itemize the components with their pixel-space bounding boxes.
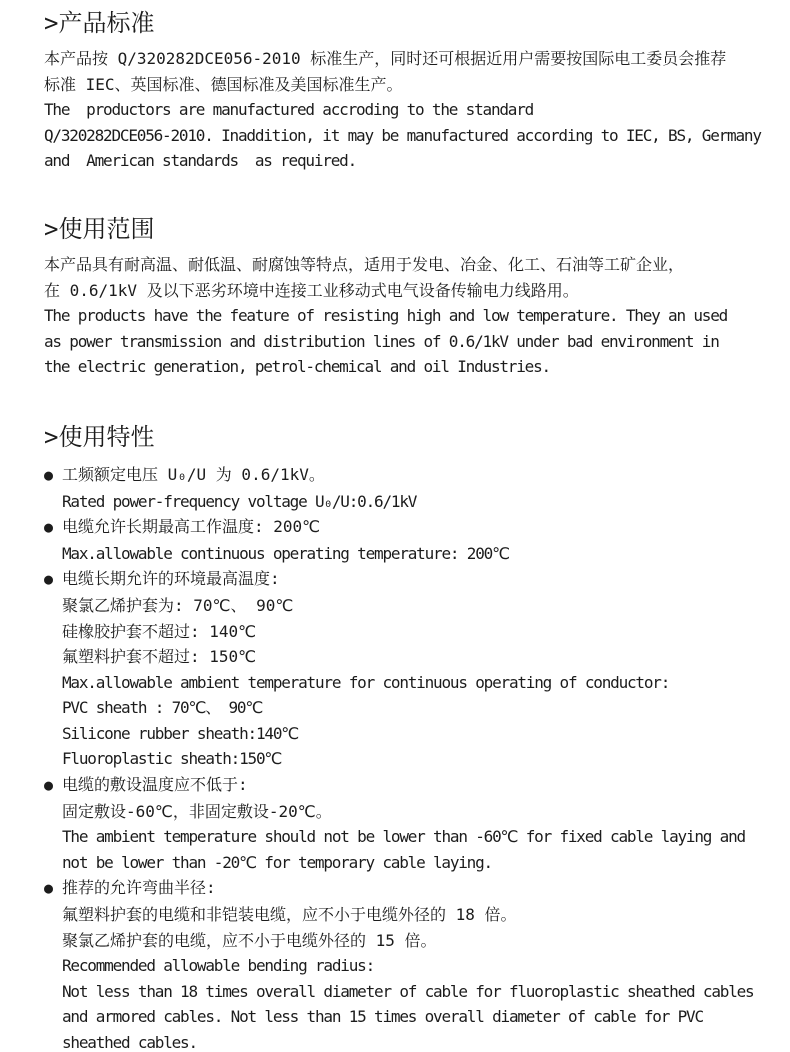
section-product-standard xyxy=(44,6,766,174)
text-line: PVC sheath : 70℃、 90℃ xyxy=(62,698,263,718)
text-line: the electric generation, petrol-chemical and oil Industries. xyxy=(44,357,550,377)
section-heading-usage-scope: >使用范围 xyxy=(44,214,155,243)
text-line: The products have the feature of resisting high and low temperature. They an used xyxy=(44,306,728,326)
text-line: as power transmission and distribution lines of 0.6/1kV under bad environment in xyxy=(44,331,719,351)
text-line: Max.allowable ambient temperature for continuous operating of conductor: xyxy=(62,672,670,692)
section-usage-scope xyxy=(44,212,766,380)
text-line: not be lower than -20℃ for temporary cable laying. xyxy=(62,852,492,872)
text-line: 本产品具有耐高温、耐低温、耐腐蚀等特点，适用于发电、冶金、化工、石油等工矿企业， xyxy=(44,254,685,274)
bullet-icon: ● xyxy=(44,570,54,589)
text-line: 氟塑料护套不超过: 150℃ xyxy=(62,647,257,667)
bullet-item-max-operating-temperature xyxy=(44,514,766,541)
text-line: 在 0.6/1kV 及以下恶劣环境中连接工业移动式电气设备传输电力线路用。 xyxy=(44,280,579,300)
text-line: The productors are manufactured accroding to the standard xyxy=(44,100,534,120)
text-line: Q/320282DCE056-2010. Inaddition, it may be manufactured according to IEC, BS, Germany xyxy=(44,125,761,145)
text-line: Fluoroplastic sheath:150℃ xyxy=(62,749,282,769)
text-line: and armored cables. Not less than 15 times overall diameter of cable for PVC xyxy=(62,1007,703,1027)
text-line: and American standards as required. xyxy=(44,151,357,171)
text-line: 硅橡胶护套不超过: 140℃ xyxy=(62,621,257,641)
bullet-item-max-ambient-temperature xyxy=(44,566,766,593)
bullet-title: 电缆长期允许的环境最高温度: xyxy=(62,569,280,589)
section-heading-usage-characteristics: >使用特性 xyxy=(44,422,155,451)
text-line: 本产品按 Q/320282DCE056-2010 标准生产，同时还可根据近用户需要按国际电工委员会推荐 xyxy=(44,49,727,68)
paragraph-usage-scope xyxy=(44,252,766,380)
bullet-item-rated-voltage xyxy=(44,462,766,489)
text-line: 氟塑料护套的电缆和非铠装电缆，应不小于电缆外径的 18 倍。 xyxy=(62,905,517,925)
bullet-title: 工频额定电压 U₀/U 为 0.6/1kV。 xyxy=(62,464,325,484)
characteristics-list xyxy=(44,462,766,1052)
text-line: Not less than 18 times overall diameter of cable for fluoroplastic sheathed cables xyxy=(62,981,754,1001)
paragraph-product-standard xyxy=(44,46,766,174)
bullet-item-bending-radius xyxy=(44,875,766,902)
bullet-icon: ● xyxy=(44,776,54,795)
section-usage-characteristics xyxy=(44,420,766,1052)
text-line: 聚氯乙烯护套为: 70℃、 90℃ xyxy=(62,595,294,615)
bullet-title: 电缆允许长期最高工作温度: 200℃ xyxy=(62,517,321,537)
bullet-icon: ● xyxy=(44,879,54,898)
bullet-icon: ● xyxy=(44,465,54,484)
bullet-item-laying-temperature xyxy=(44,772,766,799)
text-line: 聚氯乙烯护套的电缆，应不小于电缆外径的 15 倍。 xyxy=(62,930,437,950)
text-line: 固定敷设-60℃，非固定敷设-20℃。 xyxy=(62,801,332,821)
bullet-icon: ● xyxy=(44,518,54,537)
text-line: Max.allowable continuous operating temperature: 200℃ xyxy=(62,543,509,563)
text-line: Recommended allowable bending radius: xyxy=(62,956,375,976)
bullet-title: 推荐的允许弯曲半径: xyxy=(62,878,216,898)
bullet-title: 电缆的敷设温度应不低于: xyxy=(62,775,248,795)
text-line: Rated power-frequency voltage U₀/U:0.6/1kV xyxy=(62,491,417,511)
text-line: Silicone rubber sheath:140℃ xyxy=(62,723,299,743)
text-line: sheathed cables. xyxy=(62,1033,197,1052)
section-heading-product-standard: >产品标准 xyxy=(44,9,155,37)
text-line: 标准 IEC、英国标准、德国标准及美国标准生产。 xyxy=(44,74,403,94)
text-line: The ambient temperature should not be lower than -60℃ for fixed cable laying and xyxy=(62,827,745,847)
